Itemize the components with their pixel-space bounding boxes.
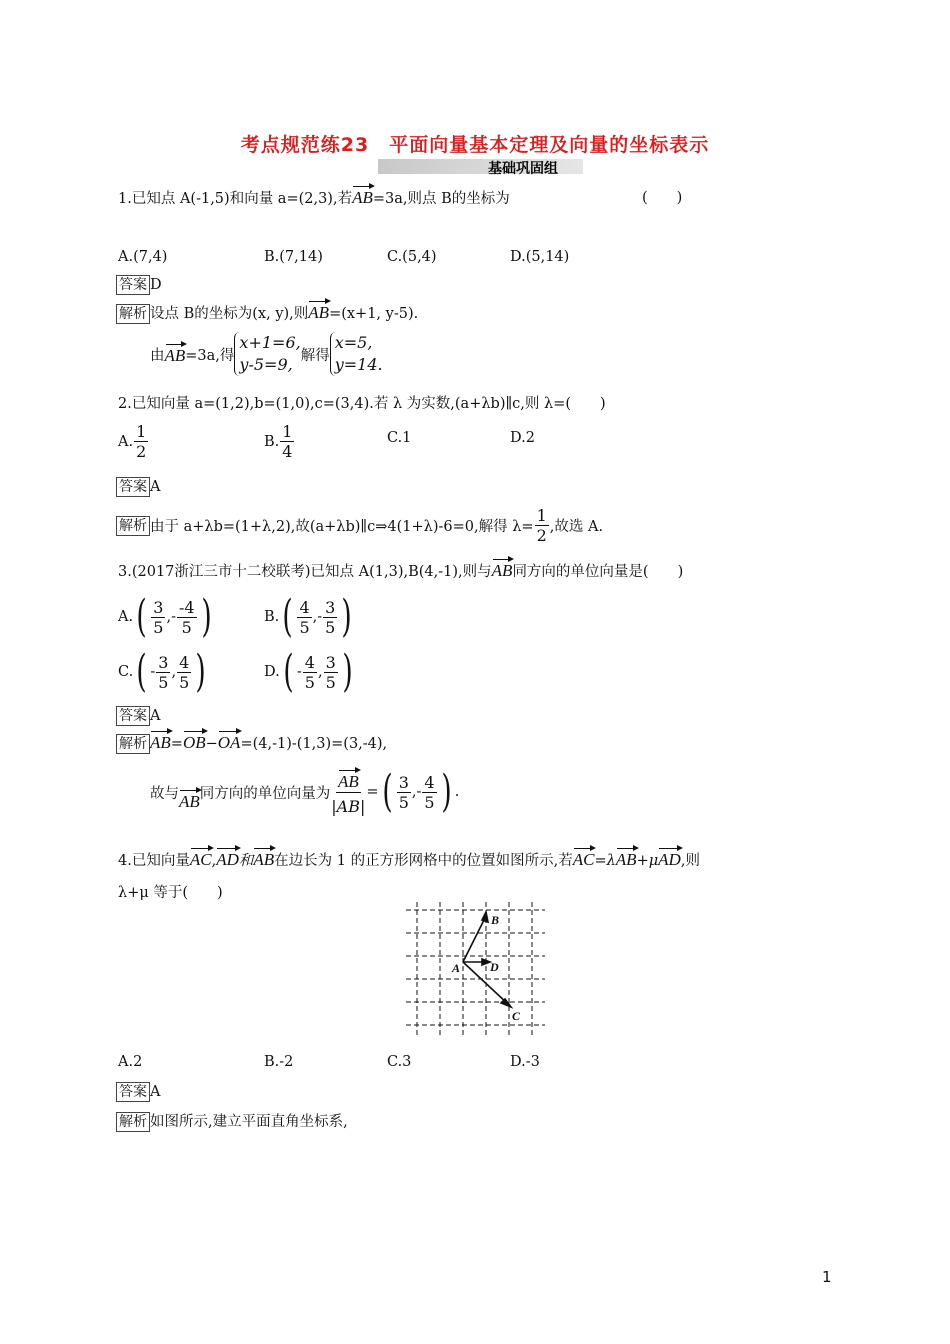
q2-option-b	[264, 422, 295, 461]
grid-vector-figure	[400, 900, 550, 1038]
fraction	[151, 598, 165, 637]
equation-line: y-5=9,	[239, 355, 293, 374]
q3-option-b: B. ( $\frac{4}{5}$ , - $\frac{3}{5}$ )	[264, 591, 353, 642]
fraction-den: 4	[282, 442, 293, 461]
fraction-den: 5	[299, 617, 310, 637]
point-b-label: B	[491, 913, 500, 927]
option-label: C.	[118, 664, 134, 680]
q4-stem-mid: 在边长为 1 的正方形网格中的位置如图所示,若	[274, 853, 573, 869]
fraction-den: 5	[325, 617, 336, 637]
fraction-den: |AB|	[331, 797, 366, 816]
fraction-den: 5	[398, 792, 409, 812]
q1-analysis-line2	[150, 332, 383, 376]
equation-line: x+1=6,	[239, 333, 301, 352]
answer-tag: 答案	[116, 1082, 150, 1102]
point-a-label: A	[452, 961, 461, 975]
fraction-num: -4	[178, 597, 195, 617]
fraction	[323, 598, 337, 637]
q3-answer-value: A	[150, 708, 161, 724]
fraction-den: 5	[179, 672, 190, 692]
q4-analysis-text: 如图所示,建立平面直角坐标系,	[150, 1114, 348, 1130]
fraction-num: 3	[325, 597, 336, 617]
page-title: 考点规范练23 平面向量基本定理及向量的坐标表示	[240, 134, 710, 156]
equation-system-1	[234, 332, 300, 376]
q2-option-c: C.1	[387, 430, 412, 446]
q1-stem-text2: =3a,则点 B的坐标为	[372, 191, 510, 207]
fraction	[297, 598, 311, 637]
q2-analysis	[116, 506, 603, 545]
analysis-tag: 解析	[116, 1112, 150, 1132]
q3-option-d: D. ( - $\frac{4}{5}$ , $\frac{3}{5}$ )	[264, 646, 353, 697]
unit-vector-fraction	[331, 768, 365, 816]
fraction-num: 3	[158, 652, 169, 672]
analysis-tag: 解析	[116, 734, 150, 754]
q4-analysis	[116, 1110, 348, 1132]
option-label: B.	[264, 609, 280, 625]
q3-stem-text2: 同方向的单位向量是( )	[512, 564, 684, 580]
fraction-num: 4	[304, 652, 315, 672]
vector-ab: AB	[338, 768, 359, 791]
fraction-den: 5	[181, 617, 192, 637]
fraction	[397, 773, 411, 812]
q4-stem-line2: λ+μ 等于( )	[118, 885, 223, 901]
fraction	[134, 422, 148, 461]
vector-ab: AB	[616, 846, 637, 870]
answer-tag: 答案	[116, 275, 150, 295]
fraction	[422, 773, 436, 812]
page-number: 1	[822, 1268, 832, 1286]
fraction-num: 4	[424, 772, 435, 792]
sign: -	[296, 664, 302, 680]
fraction	[535, 506, 549, 545]
fraction-num: 3	[153, 597, 164, 617]
vector-ab: AB	[492, 557, 513, 581]
q4-stem: 4.已知向量AC,AD和AB在边长为 1 的正方形网格中的位置如图所示,若AC=λAB+μAD,则	[118, 846, 700, 870]
q2-analysis-text2: ,故选 A.	[549, 519, 604, 535]
equation-system-2	[330, 332, 383, 376]
fraction-den: 5	[424, 792, 435, 812]
equation-line: x=5,	[334, 333, 373, 352]
q1-analysis-text: 设点 B的坐标为(x, y),则	[150, 306, 309, 322]
mu-symbol: μ	[648, 853, 659, 869]
q3-line2-text: 故与	[150, 785, 179, 802]
q1-option-b: B.(7,14)	[264, 249, 323, 265]
fraction	[156, 653, 170, 692]
q4-stem-text: 4.已知向量	[118, 853, 190, 869]
vector-ac: AC	[190, 846, 212, 870]
sign: -	[317, 609, 323, 625]
fraction-num: 4	[179, 652, 190, 672]
fraction-den: 5	[158, 672, 169, 692]
q1-paren: ( )	[642, 190, 683, 206]
vector-ob: OB	[183, 729, 206, 753]
q2-option-a	[118, 422, 149, 461]
equation-line: y=14.	[334, 355, 383, 374]
analysis-tag: 解析	[116, 304, 150, 324]
point-c-label: C	[512, 1009, 521, 1023]
q4-option-d: D.-3	[510, 1054, 540, 1070]
vector-ab: AB	[352, 184, 373, 208]
q4-option-a: A.2	[118, 1054, 143, 1070]
q3-stem-text: 3.(2017浙江三市十二校联考)已知点 A(1,3),B(4,-1),则与	[118, 564, 492, 580]
vector-ab: AB	[165, 342, 186, 366]
sign: -	[171, 609, 176, 625]
q4-option-b: B.-2	[264, 1054, 294, 1070]
q3-option-a: A. ( $\frac{3}{5}$ , - $\frac{-4}{5}$ )	[118, 591, 212, 642]
answer-tag: 答案	[116, 477, 150, 497]
fraction-den: 2	[536, 526, 547, 545]
q1-line2-mid: =3a,得	[185, 347, 235, 364]
fraction	[280, 422, 294, 461]
q1-answer	[116, 275, 162, 295]
q4-stem-post: ,则	[680, 853, 700, 869]
q1-option-a: A.(7,4)	[118, 249, 168, 265]
grid-lines	[406, 902, 545, 1036]
fraction-num: 4	[299, 597, 310, 617]
option-label: A.	[118, 609, 134, 625]
q2-stem: 2.已知向量 a=(1,2),b=(1,0),c=(3,4).若 λ 为实数,(a+λb)∥c,则 λ=( )	[118, 396, 606, 412]
q1-stem-text: 1.已知点 A(-1,5)和向量 a=(2,3),若	[118, 191, 353, 207]
fraction	[177, 598, 197, 637]
fraction-den: 5	[304, 672, 315, 692]
q1-line2-text: 由	[150, 347, 165, 364]
q4-answer-value: A	[150, 1084, 161, 1100]
q2-answer	[116, 477, 160, 497]
vector-ac: AC	[573, 846, 595, 870]
fraction-den: 2	[136, 442, 147, 461]
point-d-label: D	[490, 960, 499, 974]
fraction-num: 1	[536, 506, 547, 525]
vector-ab: AB	[150, 729, 171, 753]
fraction-den: 5	[153, 617, 164, 637]
q3-analysis: 解析 AB=OB−OA=(4,-1)-(1,3)=(3,-4),	[116, 729, 387, 754]
vector-oa: OA	[218, 729, 241, 753]
q3-line2-mid: 同方向的单位向量为	[199, 785, 331, 802]
sign: -	[150, 664, 156, 680]
q2-analysis-text: 由于 a+λb=(1+λ,2),故(a+λb)∥c⇒4(1+λ)-6=0,解得 λ=	[150, 519, 534, 535]
q2-option-d: D.2	[510, 430, 535, 446]
fraction-num	[336, 768, 361, 793]
fraction-den: 5	[325, 672, 336, 692]
vector-ab: AB	[253, 846, 274, 870]
fraction-num: 1	[136, 422, 147, 441]
fraction-num: 1	[282, 422, 293, 441]
vector-ab: AB	[308, 299, 329, 323]
q4-option-c: C.3	[387, 1054, 412, 1070]
q3-stem	[118, 557, 683, 581]
and-text: 和	[238, 853, 254, 869]
lambda-symbol: λ	[606, 853, 616, 869]
vector-ab: AB	[179, 788, 200, 812]
q3-line2-end: .	[454, 784, 460, 800]
q1-option-c: C.(5,4)	[387, 249, 437, 265]
fraction-num: 3	[325, 652, 336, 672]
option-label: B.	[264, 433, 280, 450]
q1-stem	[118, 184, 510, 208]
vector-ad: AD	[658, 846, 681, 870]
q2-answer-value: A	[150, 479, 161, 495]
q3-option-c: C. ( - $\frac{3}{5}$ , $\frac{4}{5}$ )	[118, 646, 206, 697]
q1-analysis-text2: =(x+1, y-5).	[329, 306, 419, 322]
vectors	[463, 912, 511, 1007]
q1-line2-solve: 解得	[300, 347, 330, 364]
option-label: D.	[264, 664, 280, 680]
q1-answer-value: D	[150, 277, 162, 293]
section-subtitle: 基础巩固组	[488, 161, 558, 177]
analysis-tag: 解析	[116, 516, 150, 536]
fraction	[177, 653, 191, 692]
option-label: A.	[118, 433, 134, 450]
answer-tag: 答案	[116, 706, 150, 726]
q4-answer	[116, 1082, 160, 1102]
q3-analysis-line2: 故与 AB 同方向的单位向量为 $\frac{AB}{|AB|}$ = ( $\frac{3}{5}$ ,- $\frac{4}{5}$ ) .	[150, 766, 460, 817]
q1-analysis	[116, 299, 418, 324]
fraction	[324, 653, 338, 692]
vector-ad: AD	[216, 846, 239, 870]
q3-analysis-text: =(4,-1)-(1,3)=(3,-4),	[240, 736, 388, 752]
q3-answer	[116, 706, 160, 726]
q1-option-d: D.(5,14)	[510, 249, 570, 265]
fraction	[303, 653, 317, 692]
fraction-num: 3	[398, 772, 409, 792]
